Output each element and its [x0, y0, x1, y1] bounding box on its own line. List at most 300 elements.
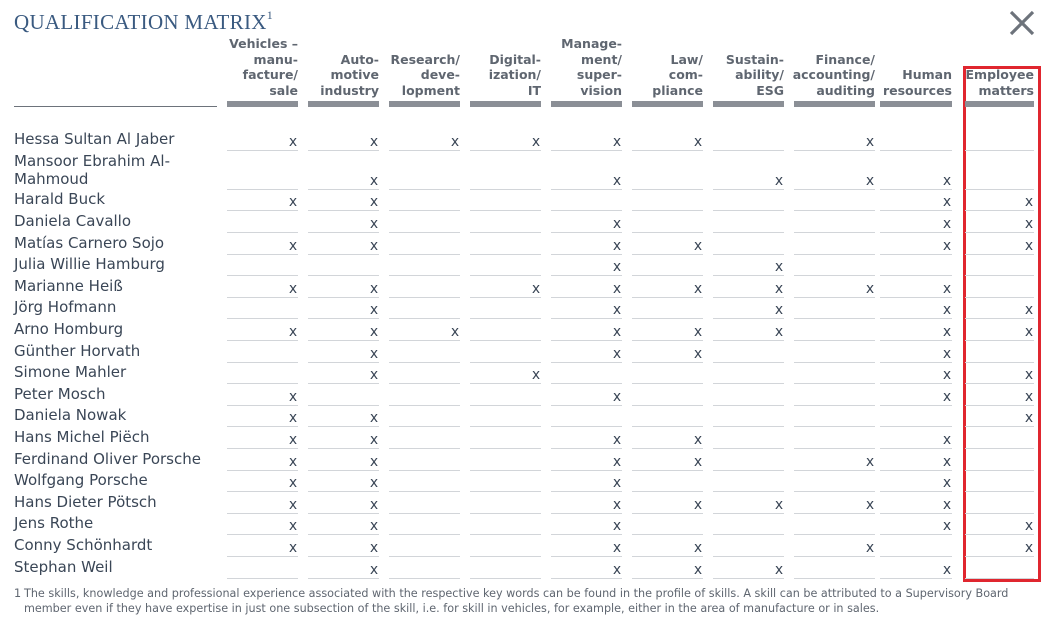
cell-divider [389, 210, 460, 211]
column-header-bar [880, 101, 952, 107]
cell-divider [551, 448, 622, 449]
qualification-mark: x [612, 259, 622, 275]
cell-divider [965, 362, 1034, 363]
qualification-mark: x [369, 497, 379, 513]
qualification-mark: x [288, 324, 298, 340]
member-name: Stephan Weil [14, 558, 113, 576]
qualification-mark: x [288, 475, 298, 491]
cell-divider [551, 470, 622, 471]
cell-divider [470, 491, 541, 492]
cell-divider [632, 318, 703, 319]
cell-divider [794, 578, 875, 579]
cell-divider [713, 491, 784, 492]
cell-divider [713, 275, 784, 276]
cell-divider [632, 275, 703, 276]
cell-divider [632, 405, 703, 406]
cell-divider [470, 232, 541, 233]
cell-divider [880, 534, 952, 535]
cell-divider [713, 534, 784, 535]
title-footnote-ref: 1 [266, 8, 274, 22]
close-icon [1007, 8, 1037, 38]
qualification-mark: x [612, 454, 622, 470]
column-header-bar [551, 101, 622, 107]
cell-divider [389, 297, 460, 298]
cell-divider [389, 578, 460, 579]
cell-divider [227, 448, 298, 449]
qualification-mark: x [288, 454, 298, 470]
cell-divider [880, 210, 952, 211]
cell-divider [880, 513, 952, 514]
column-header-bar [227, 101, 298, 107]
cell-divider [470, 405, 541, 406]
cell-divider [965, 578, 1034, 579]
cell-divider [965, 232, 1034, 233]
qualification-mark: x [1024, 540, 1034, 556]
qualification-mark: x [774, 497, 784, 513]
qualification-mark: x [369, 367, 379, 383]
column-header: Finance/ accounting/ auditing [792, 51, 875, 98]
qualification-mark: x [942, 281, 952, 297]
column-header: Research/ deve- lopment [390, 51, 460, 98]
cell-divider [308, 426, 379, 427]
qualification-mark: x [942, 324, 952, 340]
qualification-mark: x [1024, 367, 1034, 383]
cell-divider [632, 513, 703, 514]
qualification-mark: x [693, 346, 703, 362]
cell-divider [880, 297, 952, 298]
qualification-mark: x [693, 497, 703, 513]
cell-divider [551, 426, 622, 427]
cell-divider [470, 556, 541, 557]
cell-divider [389, 275, 460, 276]
qualification-mark: x [942, 302, 952, 318]
qualification-mark: x [774, 173, 784, 189]
cell-divider [794, 470, 875, 471]
qualification-mark: x [693, 540, 703, 556]
cell-divider [308, 470, 379, 471]
qualification-mark: x [369, 194, 379, 210]
footnote-number: 1 [14, 587, 22, 600]
qualification-mark: x [612, 302, 622, 318]
member-name: Harald Buck [14, 190, 106, 208]
cell-divider [470, 578, 541, 579]
cell-divider [308, 578, 379, 579]
cell-divider [470, 426, 541, 427]
cell-divider [308, 448, 379, 449]
cell-divider [632, 297, 703, 298]
cell-divider [470, 383, 541, 384]
cell-divider [713, 232, 784, 233]
qualification-mark: x [942, 389, 952, 405]
cell-divider [389, 362, 460, 363]
cell-divider [713, 254, 784, 255]
qualification-mark: x [865, 281, 875, 297]
cell-divider [389, 491, 460, 492]
cell-divider [551, 189, 622, 190]
qualification-mark: x [942, 432, 952, 448]
cell-divider [632, 362, 703, 363]
cell-divider [551, 534, 622, 535]
cell-divider [880, 491, 952, 492]
member-name: Daniela Cavallo [14, 212, 132, 230]
qualification-mark: x [612, 134, 622, 150]
cell-divider [470, 210, 541, 211]
cell-divider [713, 340, 784, 341]
qualification-mark: x [369, 475, 379, 491]
qualification-mark: x [942, 194, 952, 210]
qualification-mark: x [942, 216, 952, 232]
column-header: Vehicles – manu- facture/ sale [229, 36, 298, 98]
cell-divider [965, 426, 1034, 427]
cell-divider [308, 513, 379, 514]
qualification-mark: x [612, 475, 622, 491]
cell-divider [880, 405, 952, 406]
cell-divider [551, 297, 622, 298]
cell-divider [227, 383, 298, 384]
member-name: Jörg Hofmann [14, 298, 117, 316]
cell-divider [713, 448, 784, 449]
cell-divider [965, 491, 1034, 492]
cell-divider [794, 232, 875, 233]
qualification-mark: x [1024, 302, 1034, 318]
member-name: Hans Michel Piëch [14, 428, 150, 446]
column-header-bar [308, 101, 379, 107]
qualification-mark: x [1024, 518, 1034, 534]
cell-divider [308, 150, 379, 151]
qualification-mark: x [865, 173, 875, 189]
cell-divider [794, 340, 875, 341]
qualification-mark: x [612, 324, 622, 340]
cell-divider [965, 534, 1034, 535]
cell-divider [470, 534, 541, 535]
cell-divider [965, 556, 1034, 557]
footnote [14, 587, 1024, 616]
qualification-mark: x [288, 134, 298, 150]
cell-divider [632, 491, 703, 492]
member-name: Arno Homburg [14, 320, 124, 338]
cell-divider [880, 275, 952, 276]
column-header: Human resources [882, 67, 952, 98]
cell-divider [308, 232, 379, 233]
cell-divider [308, 275, 379, 276]
column-header: Auto- motive industry [320, 51, 379, 98]
qualification-mark: x [942, 475, 952, 491]
cell-divider [794, 362, 875, 363]
qualification-mark: x [774, 302, 784, 318]
cell-divider [794, 556, 875, 557]
page-title [14, 10, 273, 35]
qualification-mark: x [531, 281, 541, 297]
qualification-mark: x [288, 194, 298, 210]
cell-divider [794, 405, 875, 406]
qualification-mark: x [369, 134, 379, 150]
cell-divider [227, 513, 298, 514]
member-name: Julia Willie Hamburg [14, 255, 165, 273]
cell-divider [632, 232, 703, 233]
cell-divider [551, 210, 622, 211]
cell-divider [794, 150, 875, 151]
cell-divider [389, 383, 460, 384]
member-name: Jens Rothe [14, 514, 94, 532]
cell-divider [632, 254, 703, 255]
cell-divider [227, 232, 298, 233]
cell-divider [794, 254, 875, 255]
cell-divider [713, 405, 784, 406]
cell-divider [389, 534, 460, 535]
cell-divider [632, 470, 703, 471]
cell-divider [470, 513, 541, 514]
column-header: Law/ com- pliance [652, 51, 703, 98]
qualification-mark: x [942, 562, 952, 578]
cell-divider [880, 340, 952, 341]
column-header-bar [965, 101, 1034, 107]
qualification-mark: x [865, 497, 875, 513]
cell-divider [227, 405, 298, 406]
qualification-mark: x [369, 346, 379, 362]
cell-divider [227, 470, 298, 471]
cell-divider [227, 534, 298, 535]
cell-divider [713, 318, 784, 319]
cell-divider [713, 578, 784, 579]
qualification-mark: x [612, 562, 622, 578]
cell-divider [470, 318, 541, 319]
qualification-mark: x [369, 173, 379, 189]
column-header-bar [713, 101, 784, 107]
cell-divider [389, 232, 460, 233]
cell-divider [880, 383, 952, 384]
cell-divider [308, 362, 379, 363]
cell-divider [227, 254, 298, 255]
cell-divider [470, 150, 541, 151]
cell-divider [308, 491, 379, 492]
cell-divider [713, 210, 784, 211]
cell-divider [470, 275, 541, 276]
cell-divider [965, 297, 1034, 298]
cell-divider [880, 232, 952, 233]
cell-divider [965, 340, 1034, 341]
qualification-mark: x [369, 518, 379, 534]
cell-divider [308, 383, 379, 384]
qualification-mark: x [612, 216, 622, 232]
cell-divider [965, 150, 1034, 151]
cell-divider [880, 189, 952, 190]
cell-divider [551, 318, 622, 319]
cell-divider [227, 426, 298, 427]
cell-divider [470, 470, 541, 471]
qualification-mark: x [693, 324, 703, 340]
cell-divider [389, 150, 460, 151]
cell-divider [713, 189, 784, 190]
cell-divider [965, 254, 1034, 255]
cell-divider [794, 189, 875, 190]
qualification-mark: x [612, 173, 622, 189]
cell-divider [632, 426, 703, 427]
cell-divider [794, 297, 875, 298]
qualification-mark: x [693, 134, 703, 150]
qualification-mark: x [369, 540, 379, 556]
cell-divider [551, 150, 622, 151]
cell-divider [470, 189, 541, 190]
cell-divider [632, 189, 703, 190]
qualification-mark: x [1024, 324, 1034, 340]
cell-divider [880, 362, 952, 363]
qualification-mark: x [369, 454, 379, 470]
cell-divider [713, 362, 784, 363]
qualification-mark: x [774, 259, 784, 275]
cell-divider [227, 362, 298, 363]
cell-divider [227, 318, 298, 319]
close-button[interactable] [1007, 8, 1037, 38]
member-name: Conny Schönhardt [14, 536, 153, 554]
qualification-mark: x [693, 562, 703, 578]
cell-divider [389, 318, 460, 319]
cell-divider [880, 254, 952, 255]
cell-divider [794, 275, 875, 276]
qualification-mark: x [288, 432, 298, 448]
qualification-mark: x [612, 432, 622, 448]
qualification-mark: x [693, 238, 703, 254]
cell-divider [227, 340, 298, 341]
cell-divider [227, 210, 298, 211]
cell-divider [713, 470, 784, 471]
cell-divider [713, 383, 784, 384]
cell-divider [227, 150, 298, 151]
qualification-mark: x [369, 216, 379, 232]
cell-divider [389, 189, 460, 190]
qualification-mark: x [865, 134, 875, 150]
qualification-mark: x [288, 410, 298, 426]
cell-divider [880, 150, 952, 151]
cell-divider [389, 448, 460, 449]
cell-divider [880, 578, 952, 579]
cell-divider [551, 491, 622, 492]
cell-divider [308, 297, 379, 298]
qualification-mark: x [288, 389, 298, 405]
cell-divider [965, 470, 1034, 471]
cell-divider [794, 534, 875, 535]
qualification-mark: x [450, 134, 460, 150]
column-header-bar [389, 101, 460, 107]
column-header: Digital- ization/ IT [488, 51, 541, 98]
qualification-mark: x [288, 281, 298, 297]
column-header: Sustain- ability/ ESG [725, 51, 784, 98]
cell-divider [551, 405, 622, 406]
cell-divider [965, 513, 1034, 514]
qualification-mark: x [693, 281, 703, 297]
qualification-mark: x [369, 238, 379, 254]
cell-divider [794, 491, 875, 492]
cell-divider [794, 426, 875, 427]
member-name: Peter Mosch [14, 385, 106, 403]
qualification-mark: x [942, 497, 952, 513]
cell-divider [965, 189, 1034, 190]
cell-divider [227, 491, 298, 492]
cell-divider [880, 470, 952, 471]
cell-divider [965, 405, 1034, 406]
member-name: Marianne Heiß [14, 277, 123, 295]
column-header-bar [470, 101, 541, 107]
cell-divider [389, 426, 460, 427]
cell-divider [551, 340, 622, 341]
cell-divider [308, 534, 379, 535]
qualification-mark: x [612, 497, 622, 513]
cell-divider [880, 448, 952, 449]
cell-divider [794, 448, 875, 449]
qualification-mark: x [942, 518, 952, 534]
title-text: QUALIFICATION MATRIX [14, 10, 267, 34]
member-name: Hans Dieter Pötsch [14, 493, 157, 511]
name-column-rule [14, 106, 217, 107]
cell-divider [965, 275, 1034, 276]
qualification-mark: x [612, 346, 622, 362]
qualification-mark: x [865, 454, 875, 470]
qualification-mark: x [612, 281, 622, 297]
qualification-mark: x [774, 324, 784, 340]
qualification-mark: x [450, 324, 460, 340]
qualification-mark: x [288, 540, 298, 556]
qualification-mark: x [693, 454, 703, 470]
qualification-mark: x [369, 562, 379, 578]
cell-divider [794, 513, 875, 514]
cell-divider [551, 578, 622, 579]
cell-divider [389, 405, 460, 406]
cell-divider [880, 318, 952, 319]
cell-divider [389, 254, 460, 255]
cell-divider [880, 556, 952, 557]
cell-divider [632, 383, 703, 384]
qualification-mark: x [1024, 194, 1034, 210]
qualification-mark: x [531, 134, 541, 150]
cell-divider [965, 383, 1034, 384]
member-name: Ferdinand Oliver Porsche [14, 450, 201, 468]
cell-divider [794, 210, 875, 211]
qualification-mark: x [774, 562, 784, 578]
qualification-mark: x [942, 238, 952, 254]
cell-divider [227, 556, 298, 557]
cell-divider [713, 556, 784, 557]
qualification-mark: x [774, 281, 784, 297]
cell-divider [308, 189, 379, 190]
qualification-mark: x [288, 497, 298, 513]
cell-divider [551, 362, 622, 363]
member-name: Hessa Sultan Al Jaber [14, 130, 175, 148]
qualification-mark: x [1024, 216, 1034, 232]
cell-divider [470, 340, 541, 341]
cell-divider [308, 340, 379, 341]
cell-divider [551, 513, 622, 514]
cell-divider [713, 513, 784, 514]
qualification-mark: x [612, 389, 622, 405]
qualification-mark: x [288, 518, 298, 534]
cell-divider [227, 189, 298, 190]
qualification-mark: x [369, 302, 379, 318]
qualification-mark: x [1024, 389, 1034, 405]
cell-divider [227, 275, 298, 276]
cell-divider [632, 340, 703, 341]
cell-divider [470, 448, 541, 449]
cell-divider [965, 448, 1034, 449]
column-header-bar [794, 101, 875, 107]
cell-divider [551, 275, 622, 276]
qualification-mark: x [1024, 410, 1034, 426]
member-name: Matías Carnero Sojo [14, 234, 165, 252]
cell-divider [632, 210, 703, 211]
cell-divider [389, 340, 460, 341]
qualification-mark: x [612, 540, 622, 556]
cell-divider [880, 426, 952, 427]
cell-divider [713, 150, 784, 151]
cell-divider [227, 578, 298, 579]
